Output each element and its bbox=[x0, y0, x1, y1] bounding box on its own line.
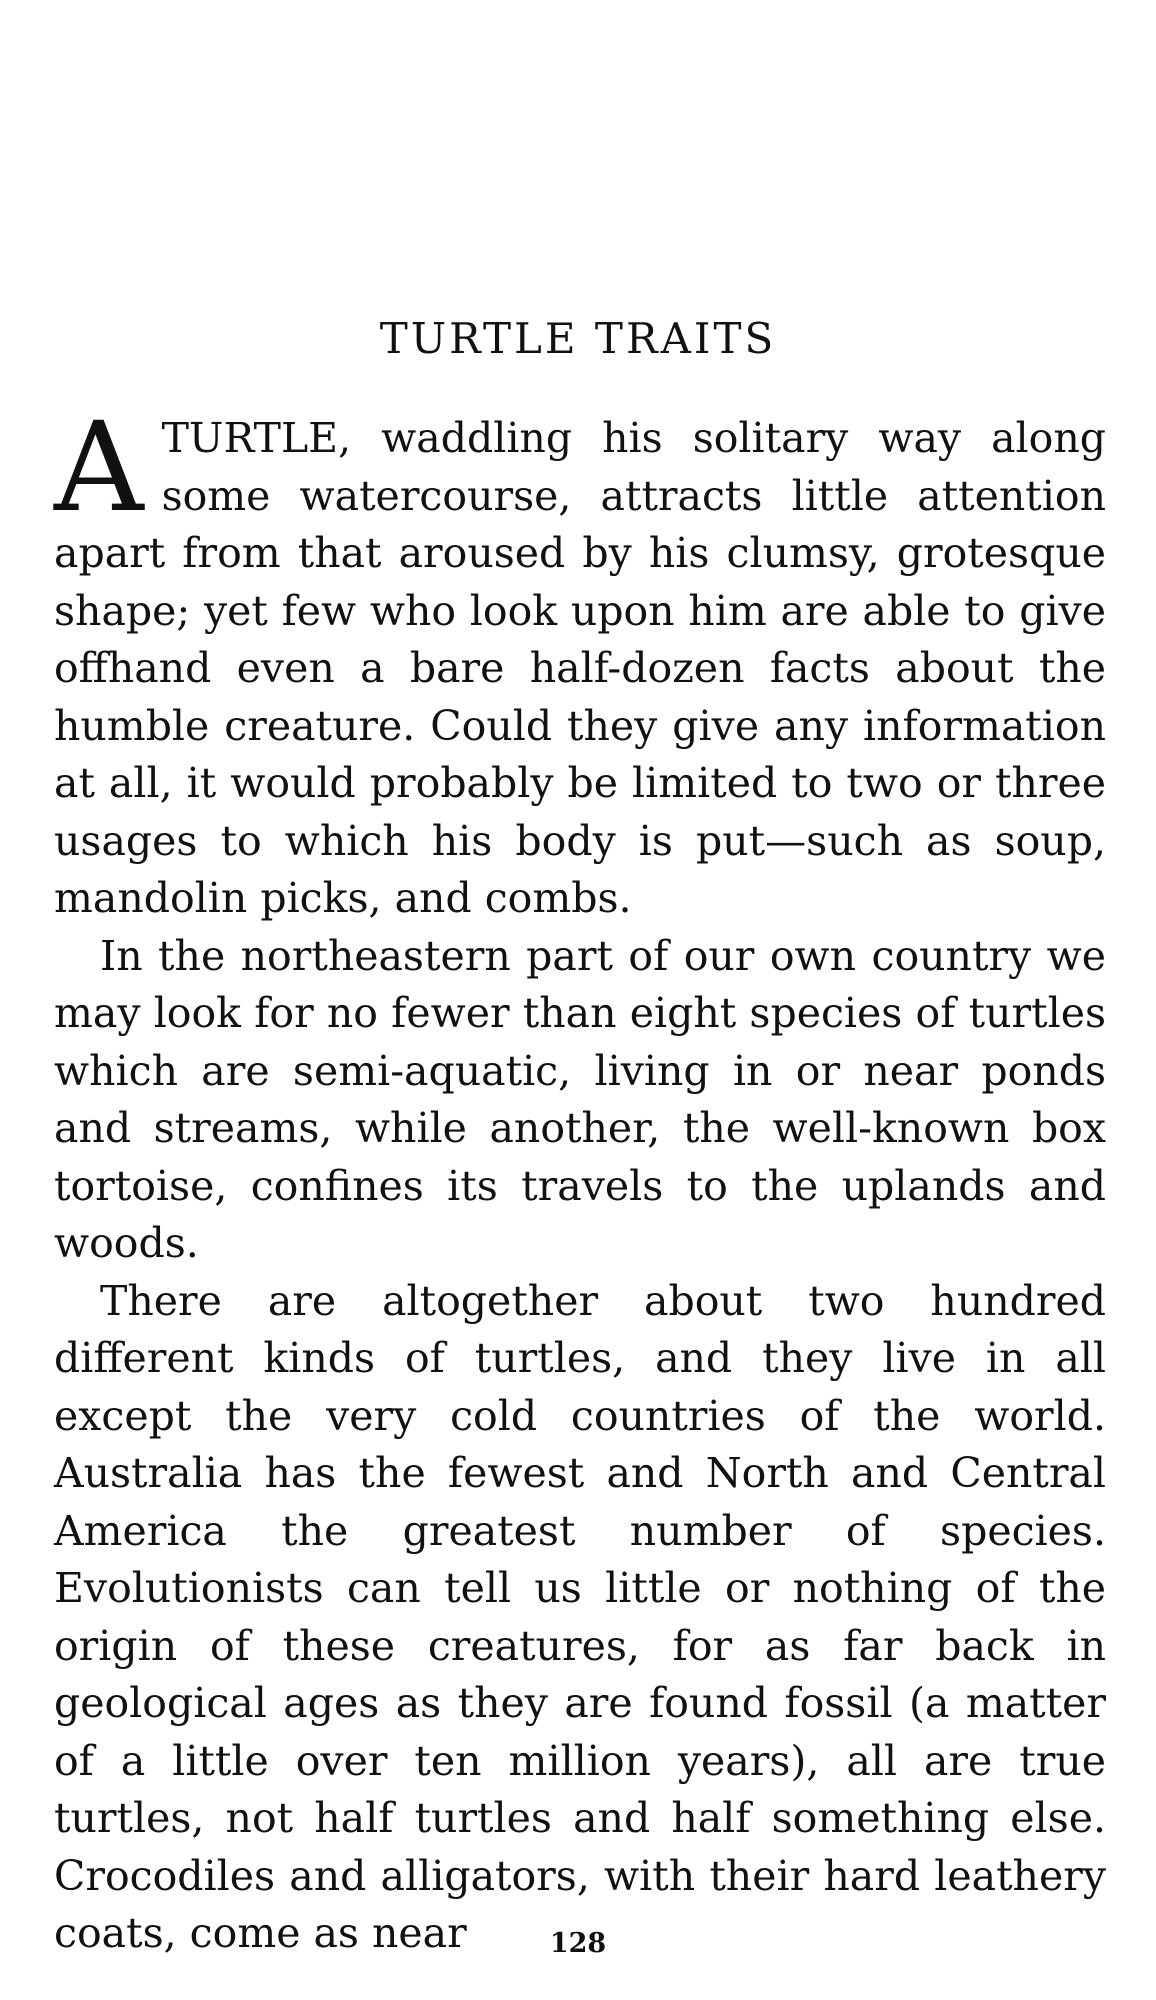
page-number: 128 bbox=[549, 1928, 607, 1959]
paragraph-3: There are altogether about two hundred different kinds of turtles, and they live in all except the very cold countries of the world. Australia has the fewest and North and Central America the greatest number of species. Evolutionists can tell us little or nothing of the origin of these creatures, for as far back in geological ages as they are found fossil (a matter of a little over ten million years), all are true turtles, not half turtles and half something else. Crocodiles and alligators, with their hard leathery coats, come as near bbox=[54, 1276, 1106, 1957]
paragraph-2: In the northeastern part of our own country we may look for no fewer than eight species of turtles which are semi-aquatic, living in or near ponds and streams, while another, the well-known box tortoise, confines its travels to the uplands and woods. bbox=[54, 931, 1106, 1267]
drop-cap: A bbox=[54, 396, 144, 540]
paragraph-1 bbox=[54, 396, 1106, 928]
body-text bbox=[54, 396, 1106, 1963]
paragraph-1-text: TURTLE, waddling his solitary way along some watercourse, attracts little attention apart from that aroused by his clumsy, grotesque shape; yet few who look upon him are able to give offhand even a bare half-dozen facts about the humble creature. Could they give any information at all, it would probably be limited to two or three usages to which his body is put—such as soup, mandolin picks, and combs. bbox=[54, 414, 1106, 922]
chapter-title: TURTLE TRAITS bbox=[379, 314, 777, 363]
